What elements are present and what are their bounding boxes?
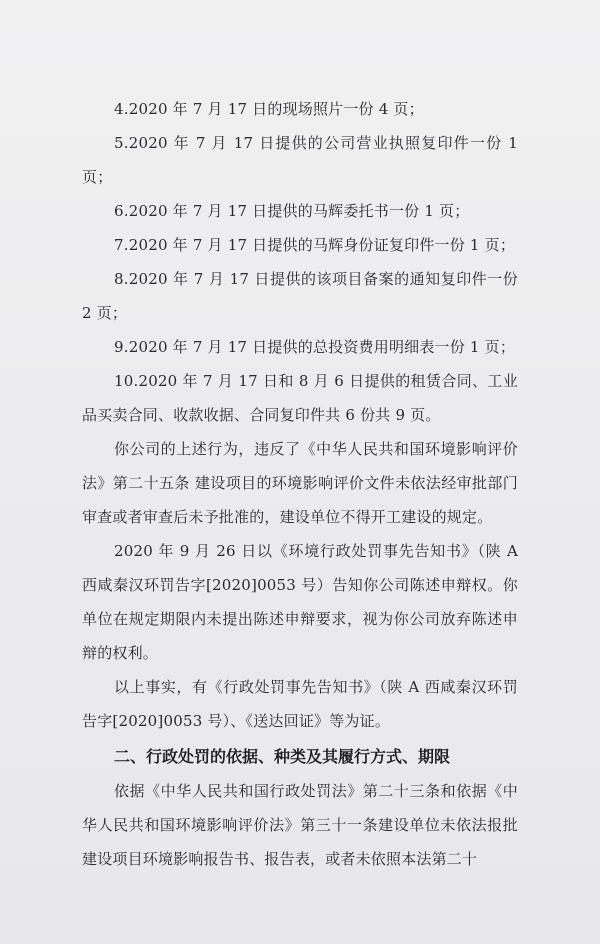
document-body (82, 92, 518, 876)
list-item: 10.2020 年 7 月 17 日和 8 月 6 日提供的租赁合同、工业品买卖合同、收款收据、合同复印件共 6 份共 9 页。 (82, 372, 518, 424)
list-item: 4.2020 年 7 月 17 日的现场照片一份 4 页； (114, 100, 424, 118)
list-item: 6.2020 年 7 月 17 日提供的马辉委托书一份 1 页； (114, 202, 470, 220)
list-item: 5.2020 年 7 月 17 日提供的公司营业执照复印件一份 1 页； (82, 134, 518, 186)
basis-paragraph: 依据《中华人民共和国行政处罚法》第二十三条和依据《中华人民共和国环境影响评价法》第三十一条建设单位未依法报批建设项目环境影响报告书、报告表，或者未依照本法第二十 (82, 782, 518, 868)
list-item: 7.2020 年 7 月 17 日提供的马辉身份证复印件一份 1 页； (114, 236, 516, 254)
notice-paragraph: 2020 年 9 月 26 日以《环境行政处罚事先告知书》（陕 A 西咸秦汉环罚告字[2020]0053 号）告知你公司陈述申辩权。你单位在规定期限内未提出陈述申辩要求，视为你公司放弃陈述申辩的权利。 (82, 542, 518, 662)
section-heading: 二、行政处罚的依据、种类及其履行方式、期限 (114, 747, 451, 766)
list-item: 8.2020 年 7 月 17 日提供的该项目备案的通知复印件一份 2 页； (82, 270, 518, 322)
list-item: 9.2020 年 7 月 17 日提供的总投资费用明细表一份 1 页； (114, 338, 516, 356)
evidence-paragraph: 以上事实，有《行政处罚事先告知书》（陕 A 西咸秦汉环罚告字[2020]0053 号）、《送达回证》等为证。 (82, 678, 518, 730)
violation-paragraph: 你公司的上述行为，违反了《中华人民共和国环境影响评价法》第二十五条 建设项目的环境影响评价文件未依法经审批部门审查或者审查后未予批准的，建设单位不得开工建设的规定。 (82, 440, 518, 526)
